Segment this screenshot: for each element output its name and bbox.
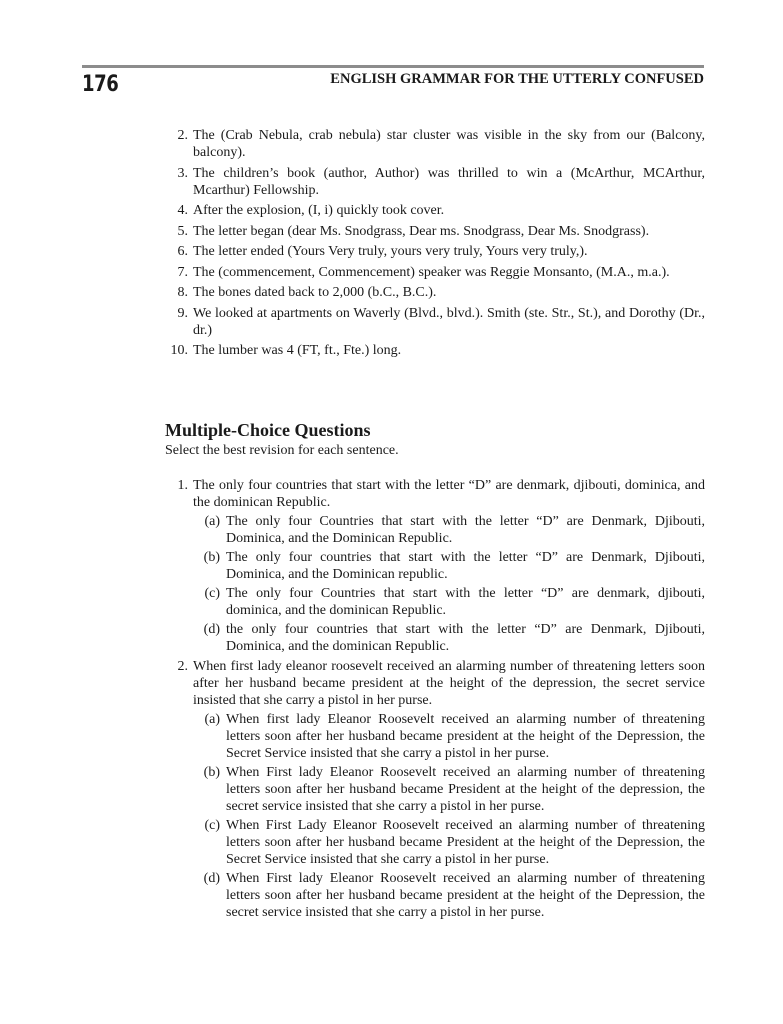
- page-number: 176: [82, 72, 119, 97]
- answer-option: (a) When first lady Eleanor Roosevelt received an alarming number of threatening letters soon after her husband became president at the height of the Depression, the Secret Service insisted that she carry a pistol in her purse.: [204, 712, 705, 761]
- exercise-item: 5. The letter began (dear Ms. Snodgrass, Dear ms. Snodgrass, Dear Ms. Snodgrass).: [177, 223, 650, 239]
- exercise-item: 3. The children’s book (author, Author) was thrilled to win a (McArthur, MCArthur, Mcarthur) Fellowship.: [177, 165, 705, 198]
- answer-option: (b) The only four countries that start with the letter “D” are Denmark, Djibouti, Dominica, and the Dominican republic.: [203, 550, 705, 582]
- answer-option: (a) The only four Countries that start with the letter “D” are Denmark, Djibouti, Dominica, and the Dominican Republic.: [204, 514, 705, 546]
- answer-option: (d) When First lady Eleanor Roosevelt received an alarming number of threatening letters soon after her husband became president at the height of the Depression, the secret service insisted that she carry a pistol in her purse.: [203, 871, 705, 920]
- question-list: [165, 477, 705, 924]
- exercise-list: [165, 127, 705, 363]
- running-head: ENGLISH GRAMMAR FOR THE UTTERLY CONFUSED: [330, 71, 704, 87]
- answer-option: (c) When First Lady Eleanor Roosevelt received an alarming number of threatening letters soon after her husband became President at the height of the Depression, the Secret Service insisted that she carry a pistol in her purse.: [204, 818, 705, 867]
- exercise-item: 7. The (commencement, Commencement) speaker was Reggie Monsanto, (M.A., m.a.).: [177, 264, 670, 280]
- header-rule: [82, 65, 704, 68]
- answer-option: (d) the only four countries that start with the letter “D” are Denmark, Djibouti, Dominica, and the dominican Republic.: [203, 622, 705, 654]
- exercise-item: 8. The bones dated back to 2,000 (b.C., B.C.).: [177, 285, 437, 300]
- answer-option: (b) When First lady Eleanor Roosevelt received an alarming number of threatening letters soon after her husband became President at the height of the depression, the secret service insisted that she carry a pistol in her purse.: [203, 765, 705, 814]
- exercise-item: 2. The (Crab Nebula, crab nebula) star cluster was visible in the sky from our (Balcony, balcony).: [177, 128, 705, 160]
- question: 1. The only four countries that start with the letter “D” are denmark, djibouti, dominica, and the dominican Republic. (a) The only four Countries that start with the letter “D” are Denmark, Djibouti, Dominica, and the Dominican Republic. (b) The only four countries that start with the letter “D” are Denmark, Djibouti, Dominica, and the Dominican republic. (c) The only four Countries that start with the letter “D” are denmark, djibouti, dominica, and the dominican Republic. (d) the only four countries that start with the letter “D” are Denmark, Djibouti, Dominica, and the dominican Republic.: [177, 478, 705, 654]
- exercise-item: 10. The lumber was 4 (FT, ft., Fte.) long.: [170, 343, 402, 358]
- exercise-item: 9. We looked at apartments on Waverly (Blvd., blvd.). Smith (ste. Str., St.), and Dorothy (Dr., dr.): [177, 305, 705, 338]
- answer-option: (c) The only four Countries that start with the letter “D” are denmark, djibouti, dominica, and the dominican Republic.: [204, 586, 705, 618]
- question: 2. When first lady eleanor roosevelt received an alarming number of threatening letters soon after her husband became president at the height of the depression, the secret service insisted that she carry a pistol in her purse. (a) When first lady Eleanor Roosevelt received an alarming number of threatening letters soon after her husband became president at the height of the Depression, the Secret Service insisted that she carry a pistol in her purse. (b) When First lady Eleanor Roosevelt received an alarming number of threatening letters soon after her husband became President at the height of the depression, the secret service insisted that she carry a pistol in her purse. (c) When First Lady Eleanor Roosevelt received an alarming number of threatening letters soon after her husband became President at the height of the Depression, the Secret Service insisted that she carry a pistol in her purse. (d) When First lady Eleanor Roosevelt received an alarming number of threatening letters soon after her husband became president at the height of the Depression, the secret service insisted that she carry a pistol in her purse.: [177, 659, 705, 920]
- section-instruction: Select the best revision for each sentence.: [165, 443, 399, 458]
- exercise-item: 6. The letter ended (Yours Very truly, yours very truly, Yours very truly,).: [177, 244, 588, 259]
- exercise-item: 4. After the explosion, (I, i) quickly took cover.: [177, 203, 445, 218]
- section-heading: Multiple-Choice Questions: [165, 420, 371, 440]
